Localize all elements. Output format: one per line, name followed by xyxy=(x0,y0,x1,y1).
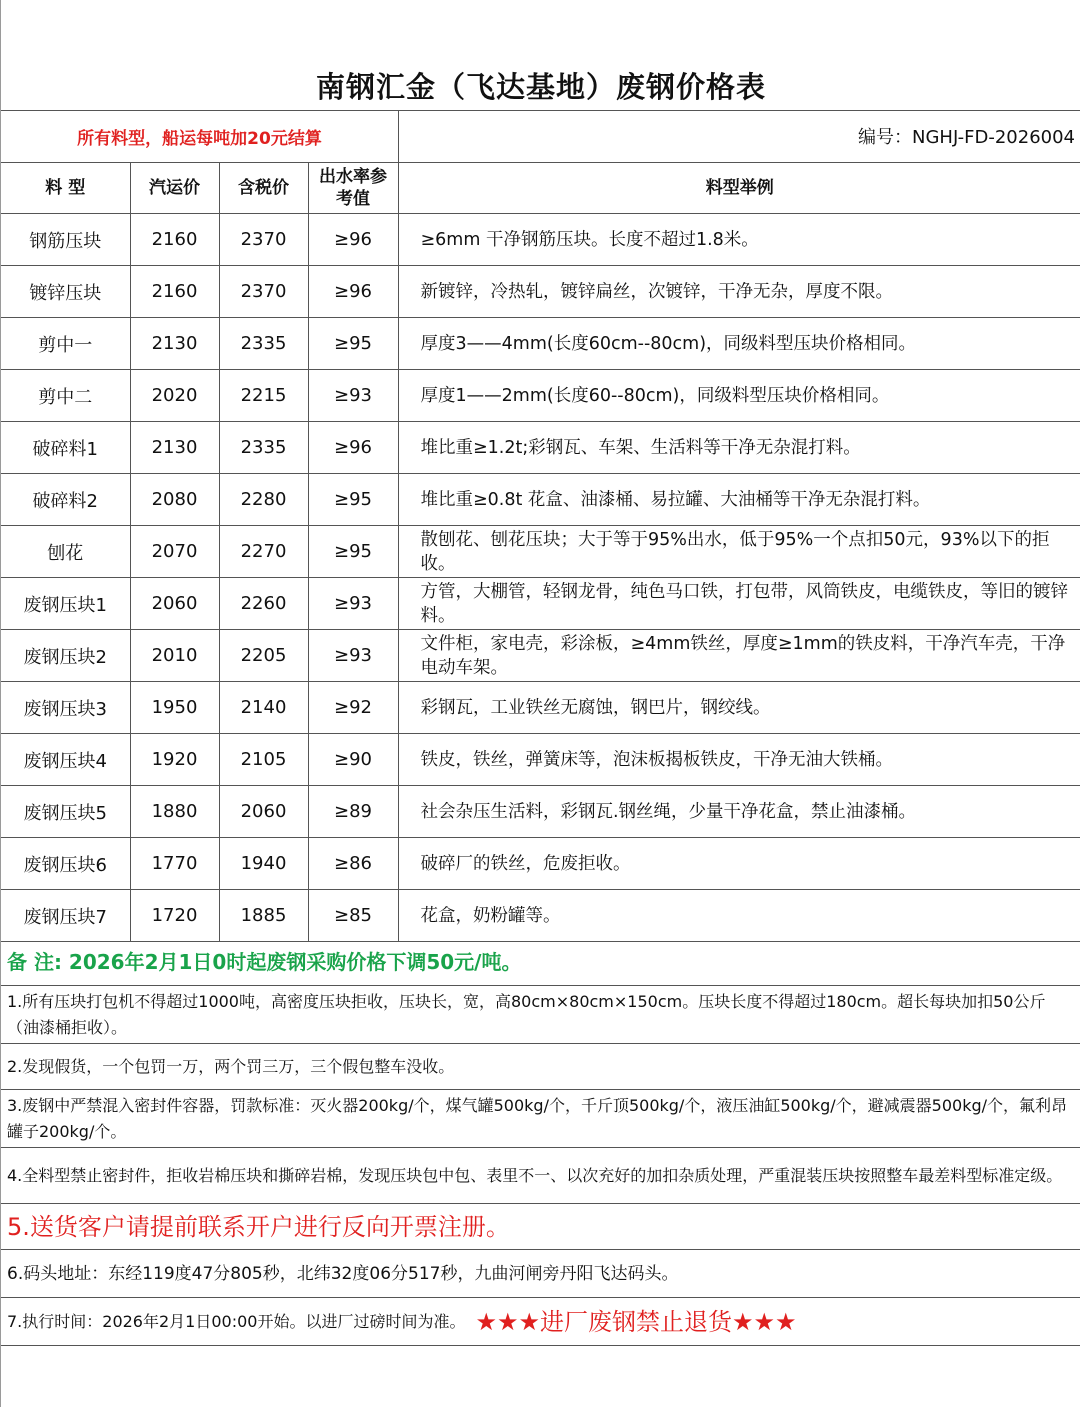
material-example: 花盒，奶粉罐等。 xyxy=(398,890,1080,942)
table-header-row xyxy=(1,162,1080,214)
truck-price: 1950 xyxy=(130,682,219,734)
yield-rate: ≥93 xyxy=(308,370,398,422)
truck-price: 2080 xyxy=(130,474,219,526)
table-row xyxy=(1,214,1080,266)
tax-price: 2105 xyxy=(219,734,308,786)
note-1 xyxy=(1,986,1080,1044)
material-example: 厚度1——2mm(长度60--80cm)，同级料型压块价格相同。 xyxy=(398,370,1080,422)
note-3 xyxy=(1,1090,1080,1148)
note-4 xyxy=(1,1148,1080,1204)
note-3-text: 3.废钢中严禁混入密封件容器，罚款标准：灭火器200kg/个，煤气罐500kg/个，千斤顶500kg/个，液压油缸500kg/个，避减震器500kg/个，氟利昂罐子200kg/个。 xyxy=(7,1095,1068,1141)
tax-price: 2335 xyxy=(219,422,308,474)
yield-rate: ≥96 xyxy=(308,422,398,474)
material-example: ≥6mm 干净钢筋压块。长度不超过1.8米。 xyxy=(398,214,1080,266)
truck-price: 2020 xyxy=(130,370,219,422)
material-type: 废钢压块3 xyxy=(1,682,130,734)
material-type: 剪中二 xyxy=(1,370,130,422)
table-row xyxy=(1,734,1080,786)
yield-rate: ≥95 xyxy=(308,526,398,578)
material-type: 钢筋压块 xyxy=(1,214,130,266)
tax-price: 2370 xyxy=(219,266,308,318)
yield-rate: ≥86 xyxy=(308,838,398,890)
column-header-tax-price: 含税价 xyxy=(219,162,308,214)
truck-price: 2070 xyxy=(130,526,219,578)
truck-price: 2160 xyxy=(130,214,219,266)
note-4-text: 4.全料型禁止密封件，拒收岩棉压块和撕碎岩棉，发现压块包中包、表里不一、以次充好的加扣杂质处理，严重混装压块按照整车最差料型标准定级。 xyxy=(7,1165,1063,1185)
material-type: 废钢压块5 xyxy=(1,786,130,838)
material-type: 剪中一 xyxy=(1,318,130,370)
tax-price: 2060 xyxy=(219,786,308,838)
material-type: 破碎料2 xyxy=(1,474,130,526)
yield-rate: ≥93 xyxy=(308,630,398,682)
material-type: 刨花 xyxy=(1,526,130,578)
yield-rate: ≥92 xyxy=(308,682,398,734)
material-type: 破碎料1 xyxy=(1,422,130,474)
yield-rate: ≥95 xyxy=(308,474,398,526)
no-return-warning: ★★★进厂废钢禁止退货★★★ xyxy=(475,1307,797,1336)
tax-price: 2280 xyxy=(219,474,308,526)
yield-rate: ≥93 xyxy=(308,578,398,630)
table-row xyxy=(1,370,1080,422)
note-2 xyxy=(1,1044,1080,1090)
material-example: 厚度3——4mm(长度60cm--80cm)，同级料型压块价格相同。 xyxy=(398,318,1080,370)
truck-price: 2130 xyxy=(130,422,219,474)
table-row xyxy=(1,890,1080,942)
material-type: 废钢压块4 xyxy=(1,734,130,786)
material-type: 废钢压块7 xyxy=(1,890,130,942)
table-row xyxy=(1,526,1080,578)
table-row xyxy=(1,630,1080,682)
material-type: 镀锌压块 xyxy=(1,266,130,318)
info-row xyxy=(1,110,1080,163)
column-header-type: 料 型 xyxy=(1,162,130,214)
tax-price: 2215 xyxy=(219,370,308,422)
tax-price: 2335 xyxy=(219,318,308,370)
yield-rate: ≥95 xyxy=(308,318,398,370)
truck-price: 2010 xyxy=(130,630,219,682)
table-row xyxy=(1,266,1080,318)
yield-rate: ≥90 xyxy=(308,734,398,786)
material-example: 散刨花、刨花压块；大于等于95%出水，低于95%一个点扣50元，93%以下的拒收。 xyxy=(398,526,1080,578)
document-number: 编号：NGHJ-FD-2026004 xyxy=(858,127,1075,148)
table-row xyxy=(1,422,1080,474)
truck-price: 1720 xyxy=(130,890,219,942)
shipping-notice: 所有料型，船运每吨加20元结算 xyxy=(1,110,399,162)
table-row xyxy=(1,838,1080,890)
material-example: 文件柜，家电壳，彩涂板，≥4mm铁丝，厚度≥1mm的铁皮料，干净汽车壳，干净电动车架。 xyxy=(398,630,1080,682)
material-example: 铁皮，铁丝，弹簧床等，泡沫板揭板铁皮，干净无油大铁桶。 xyxy=(398,734,1080,786)
note-2-text: 2.发现假货，一个包罚一万，两个罚三万，三个假包整车没收。 xyxy=(7,1056,455,1076)
note-7-text: 7.执行时间：2026年2月1日00:00开始。以进厂过磅时间为准。 xyxy=(7,1311,466,1331)
price-adjustment-note: 备 注: 2026年2月1日0时起废钢采购价格下调50元/吨。 xyxy=(1,936,1080,986)
truck-price: 2160 xyxy=(130,266,219,318)
material-example: 破碎厂的铁丝，危废拒收。 xyxy=(398,838,1080,890)
material-example: 新镀锌，冷热轧，镀锌扁丝，次镀锌，干净无杂，厚度不限。 xyxy=(398,266,1080,318)
material-example: 堆比重≥1.2t;彩钢瓦、车架、生活料等干净无杂混打料。 xyxy=(398,422,1080,474)
truck-price: 1770 xyxy=(130,838,219,890)
note-1-text: 1.所有压块打包机不得超过1000吨，高密度压块拒收，压块长，宽，高80cm×80cm×150cm。压块长度不得超过180cm。超长每块加扣50公斤（油漆桶拒收）。 xyxy=(7,991,1046,1037)
material-example: 方管，大棚管，轻钢龙骨，纯色马口铁，打包带，风筒铁皮，电缆铁皮，等旧的镀锌料。 xyxy=(398,578,1080,630)
material-type: 废钢压块2 xyxy=(1,630,130,682)
note-5 xyxy=(1,1204,1080,1250)
truck-price: 2130 xyxy=(130,318,219,370)
table-row xyxy=(1,318,1080,370)
yield-rate: ≥96 xyxy=(308,214,398,266)
yield-rate: ≥89 xyxy=(308,786,398,838)
tax-price: 1940 xyxy=(219,838,308,890)
table-row xyxy=(1,786,1080,838)
material-example: 彩钢瓦，工业铁丝无腐蚀，钢巴片，钢绞线。 xyxy=(398,682,1080,734)
column-header-examples: 料型举例 xyxy=(398,162,1080,214)
tax-price: 2205 xyxy=(219,630,308,682)
tax-price: 2260 xyxy=(219,578,308,630)
tax-price: 1885 xyxy=(219,890,308,942)
material-example: 社会杂压生活料，彩钢瓦.钢丝绳，少量干净花盒，禁止油漆桶。 xyxy=(398,786,1080,838)
note-5-text: 5.送货客户请提前联系开户进行反向开票注册。 xyxy=(7,1212,510,1241)
price-table xyxy=(1,162,1080,942)
column-header-truck-price: 汽运价 xyxy=(130,162,219,214)
tax-price: 2270 xyxy=(219,526,308,578)
table-row xyxy=(1,578,1080,630)
truck-price: 2060 xyxy=(130,578,219,630)
yield-rate: ≥85 xyxy=(308,890,398,942)
yield-rate: ≥96 xyxy=(308,266,398,318)
tax-price: 2140 xyxy=(219,682,308,734)
note-7 xyxy=(1,1298,1080,1346)
truck-price: 1880 xyxy=(130,786,219,838)
table-row xyxy=(1,682,1080,734)
column-header-yield: 出水率参考值 xyxy=(308,162,398,214)
material-type: 废钢压块1 xyxy=(1,578,130,630)
table-row xyxy=(1,474,1080,526)
tax-price: 2370 xyxy=(219,214,308,266)
truck-price: 1920 xyxy=(130,734,219,786)
note-6-text: 6.码头地址：东经119度47分805秒，北纬32度06分517秒，九曲河闸旁丹阳飞达码头。 xyxy=(7,1263,679,1284)
note-6 xyxy=(1,1250,1080,1298)
material-type: 废钢压块6 xyxy=(1,838,130,890)
material-example: 堆比重≥0.8t 花盒、油漆桶、易拉罐、大油桶等干净无杂混打料。 xyxy=(398,474,1080,526)
page-title: 南钢汇金（飞达基地）废钢价格表 xyxy=(1,60,1080,111)
